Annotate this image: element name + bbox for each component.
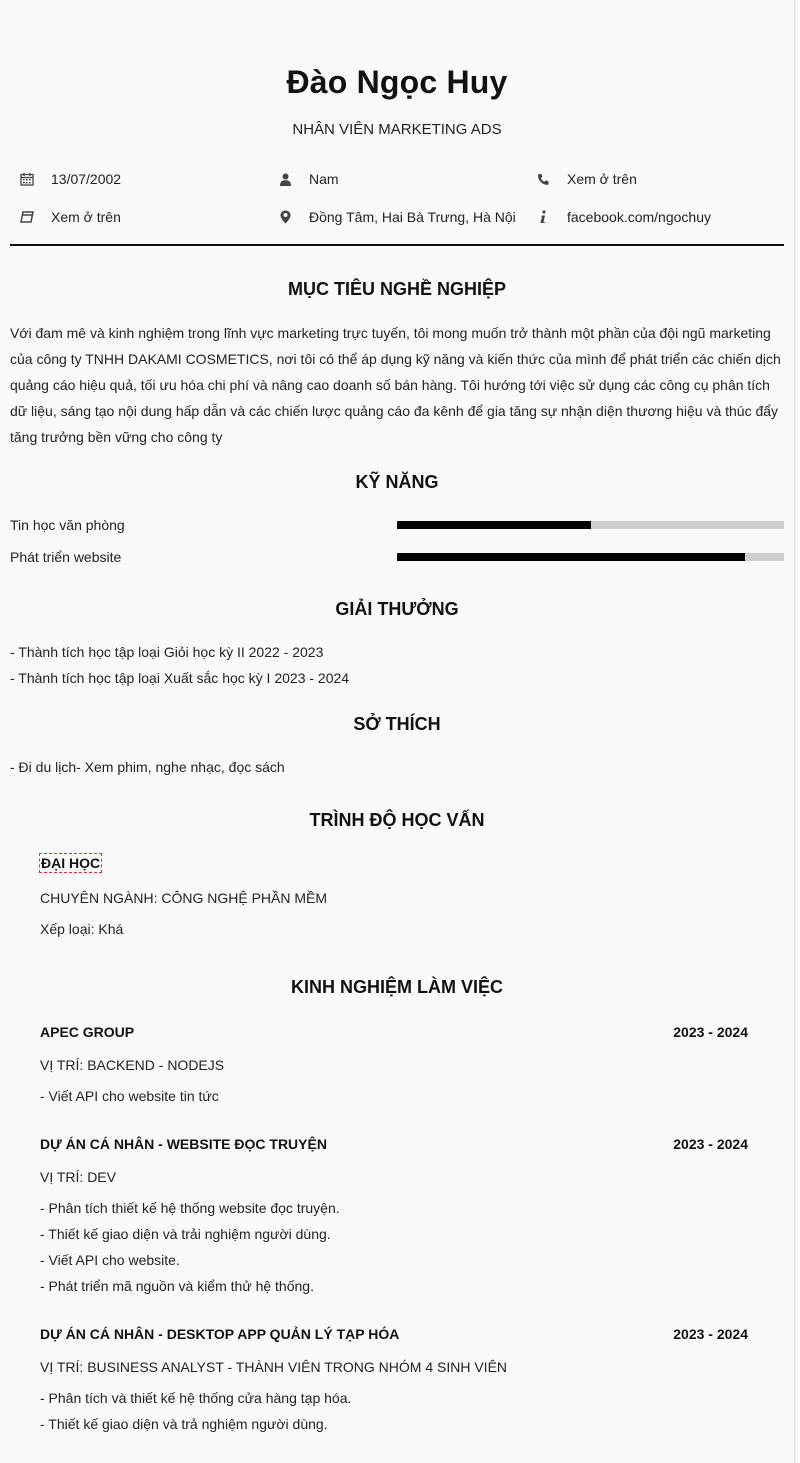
- awards-title: GIẢI THƯỞNG: [335, 599, 459, 619]
- email-icon: [18, 209, 36, 225]
- job-role: VỊ TRÍ: BUSINESS ANALYST - THÀNH VIÊN TRONG NHÓM 4 SINH VIÊN: [40, 1359, 508, 1375]
- job-task: - Phân tích và thiết kế hệ thống cửa hàng tạp hóa.: [40, 1390, 352, 1406]
- job-task: - Thiết kế giao diện và trả nghiệm người dùng.: [40, 1416, 328, 1432]
- job-company: APEC GROUP: [40, 1024, 135, 1040]
- job-role: VỊ TRÍ: BACKEND - NODEJS: [40, 1057, 225, 1073]
- job-task: - Phân tích thiết kế hệ thống website đọc truyện.: [40, 1200, 340, 1216]
- job-company: DỰ ÁN CÁ NHÂN - DESKTOP APP QUẢN LÝ TẠP HÓA: [40, 1326, 400, 1342]
- phone-icon: [534, 171, 552, 187]
- hobbies-title: SỞ THÍCH: [353, 714, 441, 734]
- education-title: TRÌNH ĐỘ HỌC VẤN: [309, 810, 485, 830]
- job-company: DỰ ÁN CÁ NHÂN - WEBSITE ĐỌC TRUYỆN: [40, 1136, 327, 1152]
- skill-bar-fill: [397, 521, 591, 529]
- job-period: 2023 - 2024: [673, 1024, 748, 1040]
- calendar-icon: [18, 171, 36, 187]
- job-task: - Viết API cho website tin tức: [40, 1088, 219, 1104]
- education-major: CHUYÊN NGÀNH: CÔNG NGHỆ PHẦN MỀM: [40, 890, 328, 906]
- user-icon: [276, 171, 294, 187]
- cv-position: NHÂN VIÊN MARKETING ADS: [292, 121, 502, 138]
- job-role: VỊ TRÍ: DEV: [40, 1169, 116, 1185]
- skill-bar: [397, 553, 784, 561]
- objective-text: Với đam mê và kinh nghiệm trong lĩnh vực marketing trực tuyến, tôi mong muốn trở thành một phần của đội ngũ marketing của công ty TNHH DAKAMI COSMETICS, nơi tôi có thể áp dụng kỹ năng và kiến thức của mình để phát triển các chiến dịch quảng cáo hiệu quả, tối ưu hóa chi phí và nâng cao doanh số bán hàng. Tôi hướng tới việc sử dụng các công cụ phân tích dữ liệu, sáng tạo nội dung hấp dẫn và các chiến lược quảng cáo đa kênh để gia tăng sự nhận diện thương hiệu và thúc đẩy tăng trưởng bền vững cho công ty: [10, 325, 781, 445]
- info-icon: [534, 209, 552, 225]
- cv-name: Đào Ngọc Huy: [286, 64, 508, 100]
- education-level[interactable]: ĐẠI HỌC: [41, 855, 101, 871]
- experience-title: KINH NGHIỆM LÀM VIỆC: [290, 977, 503, 997]
- job-task: - Thiết kế giao diện và trải nghiệm người dùng.: [40, 1226, 331, 1242]
- skills-title: KỸ NĂNG: [355, 472, 439, 492]
- job-period: 2023 - 2024: [673, 1136, 748, 1152]
- header-divider: [10, 244, 784, 246]
- job-task: - Phát triển mã nguồn và kiểm thử hệ thống.: [40, 1278, 314, 1294]
- cv-page: Đào Ngọc Huy NHÂN VIÊN MARKETING ADS 13/07/2002 Nam Xem ở trên Xem ở trên Đồng Tâm, Hai Bà Trưng, Hà Nội facebook.com/ngochuy MỤC TIÊU NGHỀ NGHIỆP Với đam mê và kinh nghiệm trong lĩnh vực marketing trực tuyến, tôi mong muốn trở thành một phần của đội ngũ marketing của công ty TNHH DAKAMI COSMETICS, nơi tôi có thể áp dụng kỹ năng và kiến thức của mình để phát triển các chiến dịch quảng cáo hiệu quả, tối ưu hóa chi phí và nâng cao doanh số bán hàng. Tôi hướng tới việc sử dụng các công cụ phân tích dữ liệu, sáng tạo nội dung hấp dẫn và các chiến lược quảng cáo đa kênh để gia tăng sự nhận diện thương hiệu và thúc đẩy tăng trưởng bền vững cho công ty KỸ NĂNG Tin học văn phòng Phát triển website GIẢI THƯỞNG - Thành tích học tập loại Giỏi học kỳ II 2022 - 2023 - Thành tích học tập loại Xuất sắc học kỳ I 2023 - 2024 SỞ THÍCH - Đi du lịch- Xem phim, nghe nhạc, đọc sách TRÌNH ĐỘ HỌC VẤN ĐẠI HỌC CHUYÊN NGÀNH: CÔNG NGHỆ PHẦN MỀM Xếp loại: Khá KINH NGHIỆM LÀM VIỆC APEC GROUP 2023 - 2024 VỊ TRÍ: BACKEND - NODEJS - Viết API cho website tin tức DỰ ÁN CÁ NHÂN - WEBSITE ĐỌC TRUYỆN 2023 - 2024 VỊ TRÍ: DEV - Phân tích thiết kế hệ thống website đọc truyện. - Thiết kế giao diện và trải nghiệm người dùng. - Viết API cho website. - Phát triển mã nguồn và kiểm thử hệ thống. DỰ ÁN CÁ NHÂN - DESKTOP APP QUẢN LÝ TẠP HÓA 2023 - 2024 VỊ TRÍ: BUSINESS ANALYST - THÀNH VIÊN TRONG NHÓM 4 SINH VIÊN - Phân tích và thiết kế hệ thống cửa hàng tạp hóa. - Thiết kế giao diện và trả nghiệm người dùng.: [0, 0, 795, 1463]
- skill-label: Phát triển website: [10, 549, 122, 565]
- skill-bar: [397, 521, 784, 529]
- job-task: - Viết API cho website.: [40, 1252, 180, 1268]
- objective-title: MỤC TIÊU NGHỀ NGHIỆP: [287, 279, 506, 299]
- award-item: - Thành tích học tập loại Giỏi học kỳ II 2022 - 2023: [10, 644, 324, 660]
- hobbies-text: - Đi du lịch- Xem phim, nghe nhạc, đọc sách: [10, 759, 285, 775]
- skill-bar-fill: [397, 553, 745, 561]
- location-icon: [276, 209, 294, 225]
- skill-label: Tin học văn phòng: [10, 517, 125, 533]
- job-period: 2023 - 2024: [673, 1326, 748, 1342]
- award-item: - Thành tích học tập loại Xuất sắc học kỳ I 2023 - 2024: [10, 670, 350, 686]
- education-grade: Xếp loại: Khá: [40, 921, 124, 937]
